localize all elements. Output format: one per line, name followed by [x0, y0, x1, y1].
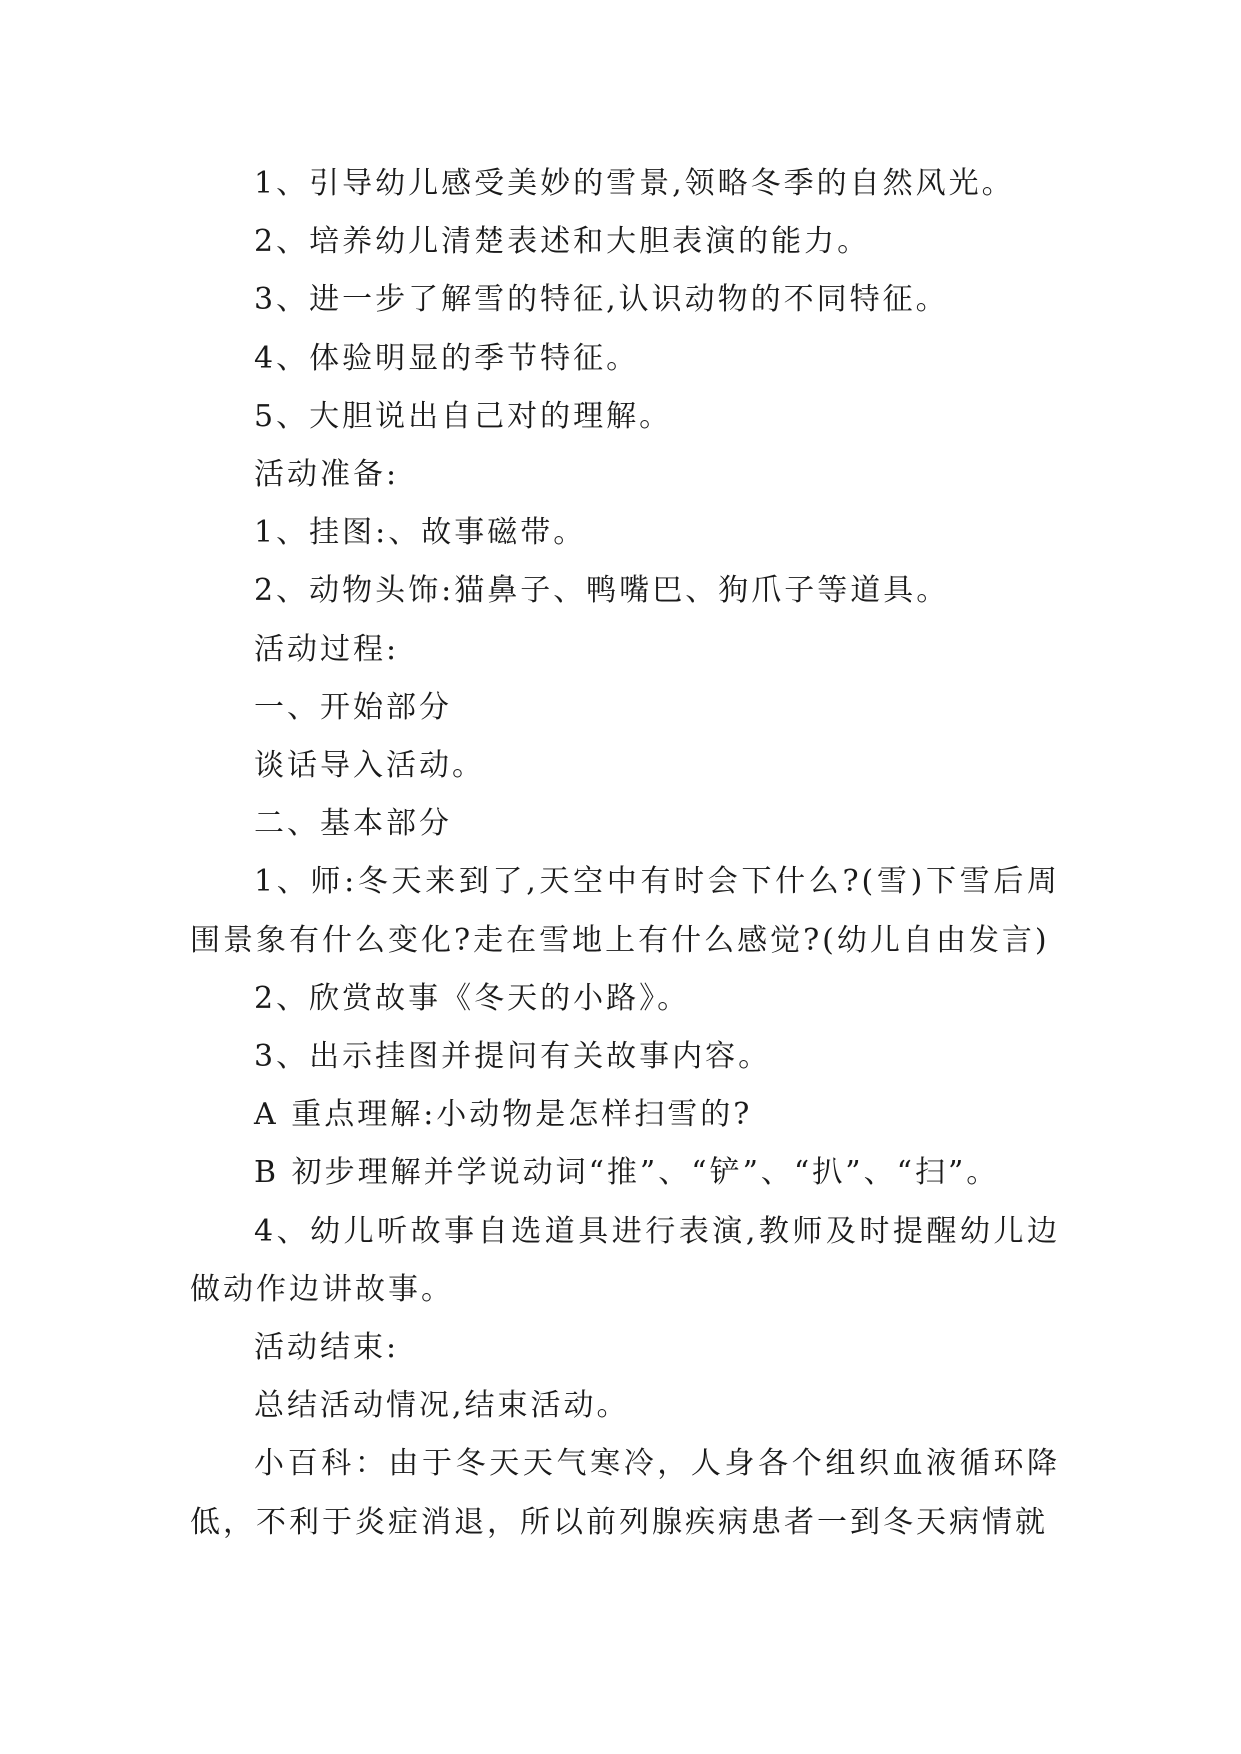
- goal-5: 5、大胆说出自己对的理解。: [254, 398, 673, 434]
- section-heading-process: 活动过程:: [254, 631, 400, 667]
- process-step-2: 2、欣赏故事《冬天的小路》。: [254, 980, 691, 1016]
- goal-3: 3、进一步了解雪的特征,认识动物的不同特征。: [254, 282, 949, 318]
- process-step-3-b: B 初步理解并学说动词“推”、“铲”、“扒”、“扫”。: [254, 1155, 1000, 1191]
- process-step-3: 3、出示挂图并提问有关故事内容。: [254, 1039, 772, 1075]
- process-part-1-text: 谈话导入活动。: [254, 748, 485, 784]
- process-step-1: 1、师:冬天来到了,天空中有时会下什么?(雪)下雪后周围景象有什么变化?走在雪地上有什么感觉?(幼儿自由发言): [190, 864, 1060, 958]
- process-part-2-heading: 二、基本部分: [254, 806, 452, 842]
- process-step-4: 4、幼儿听故事自选道具进行表演,教师及时提醒幼儿边做动作边讲故事。: [190, 1213, 1060, 1307]
- document-body: [190, 155, 1060, 1552]
- goal-2: 2、培养幼儿清楚表述和大胆表演的能力。: [254, 224, 871, 260]
- ending-text: 总结活动情况,结束活动。: [254, 1388, 630, 1424]
- section-heading-preparation: 活动准备:: [254, 457, 400, 493]
- process-part-1-heading: 一、开始部分: [254, 689, 452, 725]
- encyclopedia-note: 小百科：由于冬天天气寒冷，人身各个组织血液循环降低，不利于炎症消退，所以前列腺疾病患者一到冬天病情就: [190, 1446, 1060, 1540]
- section-heading-ending: 活动结束:: [254, 1330, 400, 1366]
- preparation-item-1: 1、挂图:、故事磁带。: [254, 515, 587, 551]
- goal-1: 1、引导幼儿感受美妙的雪景,领略冬季的自然风光。: [254, 166, 1015, 201]
- goal-4: 4、体验明显的季节特征。: [254, 340, 640, 376]
- preparation-item-2: 2、动物头饰:猫鼻子、鸭嘴巴、狗爪子等道具。: [254, 573, 950, 609]
- process-step-3-a: A 重点理解:小动物是怎样扫雪的?: [254, 1097, 753, 1133]
